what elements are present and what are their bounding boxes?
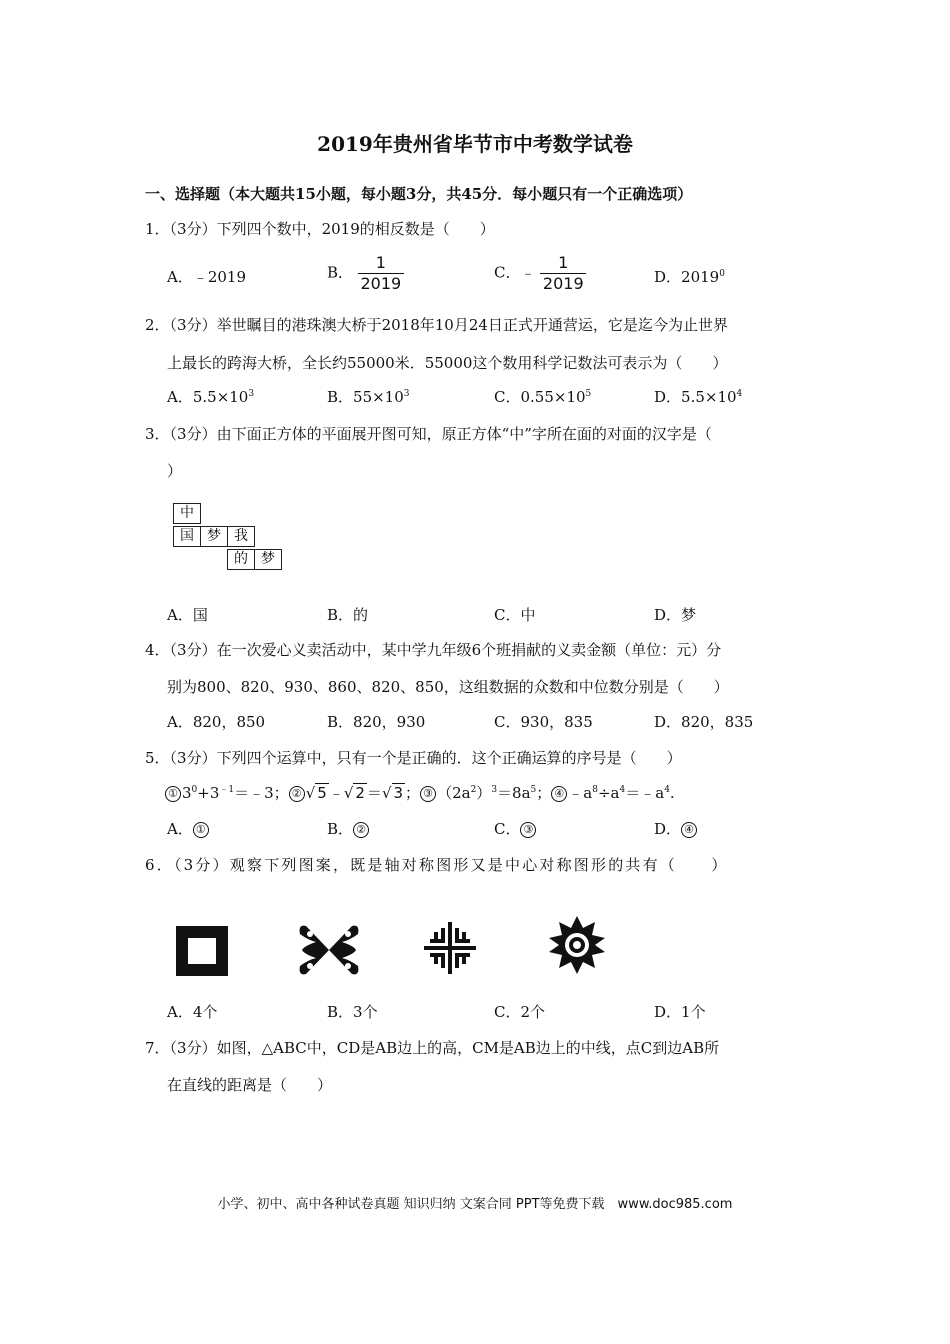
q2-option-a: [167, 386, 254, 407]
circled-number: ②: [289, 786, 305, 802]
page-title: 2019年贵州省毕节市中考数学试卷: [317, 132, 633, 156]
circled-number: ③: [520, 822, 536, 838]
q6-option-b: B．3个: [327, 1003, 378, 1021]
net-cell: 梦: [254, 549, 282, 570]
net-cell: 梦: [200, 526, 228, 547]
circled-number: ④: [551, 786, 567, 802]
expr-part: ；: [405, 784, 421, 802]
q3-option-a: A．国: [167, 606, 208, 624]
q2-a-exp: 3: [248, 389, 255, 399]
circled-number: ①: [165, 786, 181, 802]
q2-line2: 上最长的跨海大桥，全长约55000米．55000这个数用科学记数法可表示为（ ）: [167, 354, 728, 372]
circled-number: ②: [353, 822, 369, 838]
option-label: B．: [327, 820, 354, 838]
q2-c-exp: 5: [585, 389, 592, 399]
option-label: C．: [494, 820, 521, 838]
q5-option-b: [327, 818, 370, 839]
pattern-cross-lines-icon: [422, 920, 478, 976]
expr-sup: 4: [664, 785, 670, 795]
pattern-square-pinwheel-icon: [172, 922, 232, 980]
q5-stem: 5．（3分）下列四个运算中，只有一个是正确的．这个正确运算的序号是（ ）: [145, 749, 682, 767]
q6-option-c: C．2个: [494, 1003, 546, 1021]
q2-a-base: A．5.5×10: [167, 388, 249, 406]
expr-sup: 8: [592, 785, 598, 795]
q3-line1: 3．（3分）由下面正方体的平面展开图可知，原正方体“中”字所在面的对面的汉字是（: [145, 425, 712, 443]
section-heading: 一、选择题（本大题共15小题，每小题3分，共45分．每小题只有一个正确选项）: [145, 185, 693, 203]
sqrt-icon: √: [381, 784, 392, 802]
q4-option-d: D．820，835: [654, 713, 754, 731]
q2-option-b: [327, 386, 410, 407]
expr-part: 3: [182, 784, 192, 802]
q2-line1: 2．（3分）举世瞩目的港珠澳大桥于2018年10月24日正式开通营运，它是迄今为止世界: [145, 316, 728, 334]
q1-option-b: [327, 255, 404, 292]
q2-b-base: B．55×10: [327, 388, 404, 406]
expr-sup: 5: [530, 785, 537, 795]
q6-stem: 6．（3分）观察下列图案，既是轴对称图形又是中心对称图形的共有（ ）: [145, 856, 729, 874]
expr-part: ；: [536, 784, 552, 802]
q3-option-c: C．中: [494, 606, 536, 624]
fraction-denominator: 2019: [360, 274, 402, 293]
sqrt-radicand: 2: [355, 784, 365, 802]
q4-option-a: A．820，850: [167, 713, 266, 731]
q6-option-a: A．4个: [167, 1003, 218, 1021]
circled-number: ④: [681, 822, 697, 838]
q1-d-exp: 0: [719, 269, 725, 279]
q2-option-c: [494, 386, 591, 407]
q5-expressions: [165, 782, 675, 803]
q4-line1: 4．（3分）在一次爱心义卖活动中，某中学九年级6个班捐献的义卖金额（单位：元）分: [145, 641, 722, 659]
q5-option-c: [494, 818, 537, 839]
q2-b-exp: 3: [403, 389, 410, 399]
circled-number: ③: [420, 786, 436, 802]
pattern-octagram-flower-icon: [546, 914, 608, 976]
expr-part: ÷a: [597, 784, 620, 802]
net-cell: 的: [227, 549, 255, 570]
q4-option-c: C．930，835: [494, 713, 593, 731]
q5-option-d: [654, 818, 698, 839]
net-cell: 我: [227, 526, 255, 547]
expr-part: +3: [197, 784, 220, 802]
expr-part: ＝8a: [497, 784, 531, 802]
net-cell: 中: [173, 503, 201, 524]
q3-option-d: D．梦: [654, 606, 697, 624]
q5-option-a: [167, 818, 210, 839]
sqrt-icon: √: [343, 784, 354, 802]
q2-d-exp: 4: [736, 389, 743, 399]
option-label: A．: [167, 820, 193, 838]
expr-sup: 3: [491, 785, 498, 795]
expr-part: ＝﹣a: [625, 784, 665, 802]
expr-part: ）: [476, 784, 492, 802]
fraction-numerator: 1: [558, 253, 569, 272]
q1-d-base: D．2019: [654, 268, 720, 286]
expr-part: .: [669, 784, 675, 802]
pattern-x-butterfly-icon: [296, 920, 362, 980]
sqrt-radicand: 3: [393, 784, 404, 802]
expr-sup: 2: [470, 785, 477, 795]
q4-line2: 别为800、820、930、860、820、850，这组数据的众数和中位数分别是（ ）: [167, 678, 729, 696]
net-cell: 国: [173, 526, 201, 547]
expr-part: ＝: [366, 784, 382, 802]
q2-c-base: C．0.55×10: [494, 388, 586, 406]
q3-option-b: B．的: [327, 606, 369, 624]
q6-option-d: D．1个: [654, 1003, 706, 1021]
option-label: D．: [654, 820, 682, 838]
q1-stem: 1．（3分）下列四个数中，2019的相反数是（ ）: [145, 220, 495, 238]
expr-sup: 4: [619, 785, 626, 795]
q1-option-a: A．﹣2019: [167, 268, 247, 286]
circled-number: ①: [193, 822, 209, 838]
q7-line2: 在直线的距离是（ ）: [167, 1076, 333, 1094]
sqrt-radicand: 5: [317, 784, 327, 802]
q1-option-b-fraction: [358, 255, 404, 292]
page-footer: 小学、初中、高中各种试卷真题 知识归纳 文案合同 PPT等免费下载 www.doc985.com: [217, 1197, 733, 1212]
expr-sup: ﹣1: [219, 785, 235, 795]
q1-option-b-label: B．: [327, 263, 354, 282]
q2-d-base: D．5.5×10: [654, 388, 737, 406]
expr-part: ﹣a: [568, 784, 593, 802]
q1-option-c-fraction: [540, 255, 586, 292]
expr-part: ＝﹣3；: [234, 784, 289, 802]
q7-line1: 7．（3分）如图，△ABC中，CD是AB边上的高，CM是AB边上的中线，点C到边AB所: [145, 1039, 720, 1057]
expr-part: ﹣: [328, 784, 344, 802]
q1-option-c-label: C．﹣: [494, 263, 536, 282]
q1-option-c: [494, 255, 586, 292]
expr-part: （2a: [437, 784, 471, 802]
fraction-numerator: 1: [375, 253, 386, 272]
q2-option-d: [654, 386, 742, 407]
sqrt-icon: √: [305, 784, 316, 802]
q3-line2: ）: [167, 462, 183, 480]
fraction-denominator: 2019: [542, 274, 584, 293]
q4-option-b: B．820，930: [327, 713, 426, 731]
q1-option-d: [654, 266, 725, 287]
expr-sup: 0: [191, 785, 198, 795]
